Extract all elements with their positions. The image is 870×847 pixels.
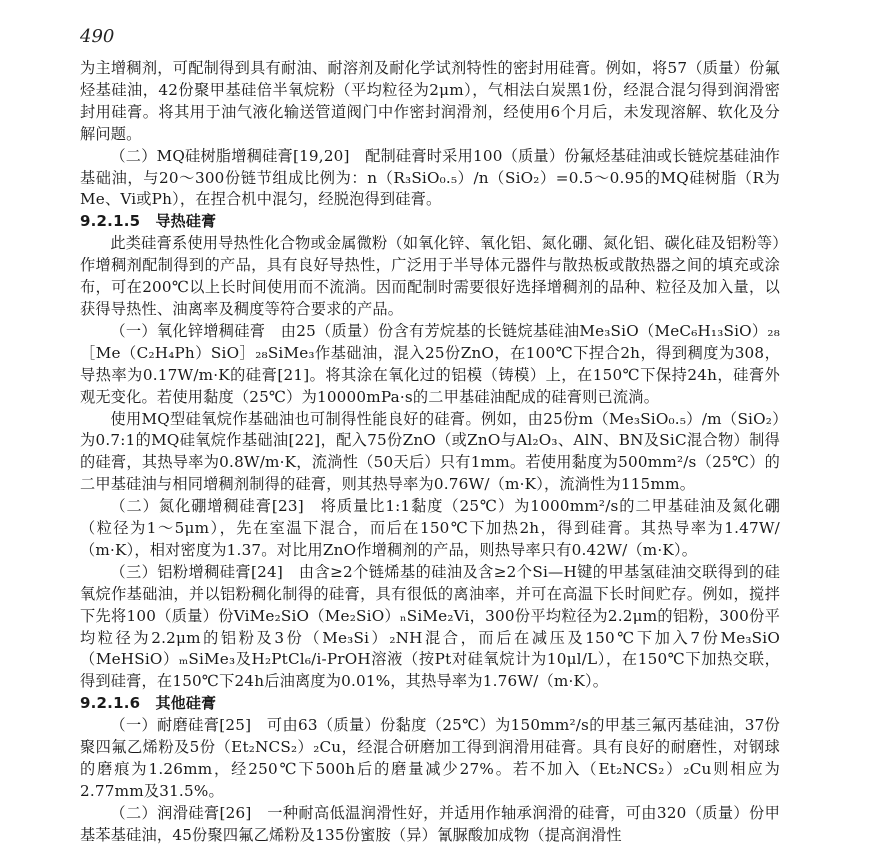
- paragraph: 使用MQ型硅氧烷作基础油也可制得性能良好的硅膏。例如，由25份m（Me₃SiO₀.₅）/m（SiO₂）为0.7:1的MQ硅氧烷作基础油[22]，配入75份ZnO（或ZnO与Al₂O₃、AlN、BN及SiC混合物）制得的硅膏，其热导率为0.8W/m·K，流淌性（50天后）只有1mm。若使用黏度为500mm²/s（25℃）的二甲基硅油与相同增稠剂制得的硅膏，则其热导率为0.76W/（m·K），流淌性为115mm。: [80, 409, 780, 494]
- paragraph: （一）氧化锌增稠硅膏 由25（质量）份含有芳烷基的长链烷基硅油Me₃SiO（MeC₆H₁₃SiO）₂₈［Me（C₂H₄Ph）SiO］₂₈SiMe₃作基础油，混入25份ZnO，在100℃下捏合2h，得到稠度为308，导热率为0.17W/m·K的硅膏[21]。将其涂在氧化过的铝模（铸模）上，在150℃下保持24h，硅膏外观无变化。若使用黏度（25℃）为10000mPa·s的二甲基硅油配成的硅膏则已流淌。: [80, 321, 780, 406]
- section-heading: 9.2.1.5 导热硅膏: [80, 212, 217, 231]
- paragraph: 此类硅膏系使用导热性化合物或金属微粉（如氧化锌、氧化铝、氮化硼、氮化铝、碳化硅及铝粉等）作增稠剂配制得到的产品，具有良好导热性，广泛用于半导体元器件与散热板或散热器之间的填充或涂布，可在200℃以上长时间使用而不流淌。因而配制时需要很好选择增稠剂的品种、粒径及加入量，以获得导热性、油离率及稠度等符合要求的产品。: [80, 234, 780, 318]
- paragraph: （一）耐磨硅膏[25] 可由63（质量）份黏度（25℃）为150mm²/s的甲基三氟丙基硅油，37份聚四氟乙烯粉及5份（Et₂NCS₂）₂Cu，经混合研磨加工得到润滑用硅膏。具有良好的耐磨性，对钢球的磨痕为1.26mm，经250℃下500h后的磨量减少27%。若不加入（Et₂NCS₂）₂Cu则相应为2.77mm及31.5%。: [80, 716, 780, 800]
- paragraph: （二）氮化硼增稠硅膏[23] 将质量比1:1黏度（25℃）为1000mm²/s的二甲基硅油及氮化硼（粒径为1～5μm），先在室温下混合，而后在150℃下加热2h，得到硅膏。其热导率为1.47W/（m·K），相对密度为1.37。对比用ZnO作增稠剂的产品，则热导率只有0.42W/（m·K）。: [80, 497, 780, 559]
- paragraph: （三）铝粉增稠硅膏[24] 由含≥2个链烯基的硅油及含≥2个Si—H键的甲基氢硅油交联得到的硅氧烷作基础油，并以铝粉稠化制得的硅膏，具有很低的离油率，并可在高温下长时间贮存。例如，搅拌下先将100（质量）份ViMe₂SiO（Me₂SiO）ₙSiMe₂Vi，300份平均粒径为2.2μm的铝粉，300份平均粒径为2.2μm的铝粉及3份（Me₃Si）₂NH混合，而后在减压及150℃下加入7份Me₃SiO（MeHSiO）ₘSiMe₃及H₂PtCl₆/i-PrOH溶液（按Pt对硅氧烷计为10μl/L），在150℃下加热交联，得到硅膏，在150℃下24h后油离度为0.01%，其热导率为1.76W/（m·K）。: [80, 562, 780, 691]
- page-number: 490: [80, 26, 115, 47]
- paragraph: （二）润滑硅膏[26] 一种耐高低温润滑性好，并适用作轴承润滑的硅膏，可由320（质量）份甲基苯基硅油，45份聚四氟乙烯粉及135份蜜胺（异）氰脲酸加成物（提高润滑性: [80, 803, 780, 844]
- paragraph: （二）MQ硅树脂增稠硅膏[19,20] 配制硅膏时采用100（质量）份氟烃基硅油或长链烷基硅油作基础油，与20～300份链节组成比例为：n（R₃SiO₀.₅）/n（SiO₂）=0.5～0.95的MQ硅树脂（R为Me、Vi或Ph），在捏合机中混匀，经脱泡得到硅膏。: [80, 146, 780, 209]
- section-heading: 9.2.1.6 其他硅膏: [80, 694, 217, 713]
- page-text: [80, 58, 780, 847]
- paragraph: 为主增稠剂，可配制得到具有耐油、耐溶剂及耐化学试剂特性的密封用硅膏。例如，将57（质量）份氟烃基硅油，42份聚甲基硅倍半氧烷粉（平均粒径为2μm），气相法白炭黑1份，经混合混匀得到润滑密封用硅膏。将其用于油气液化输送管道阀门中作密封润滑剂，经使用6个月后，未发现溶解、软化及分解问题。: [80, 59, 780, 143]
